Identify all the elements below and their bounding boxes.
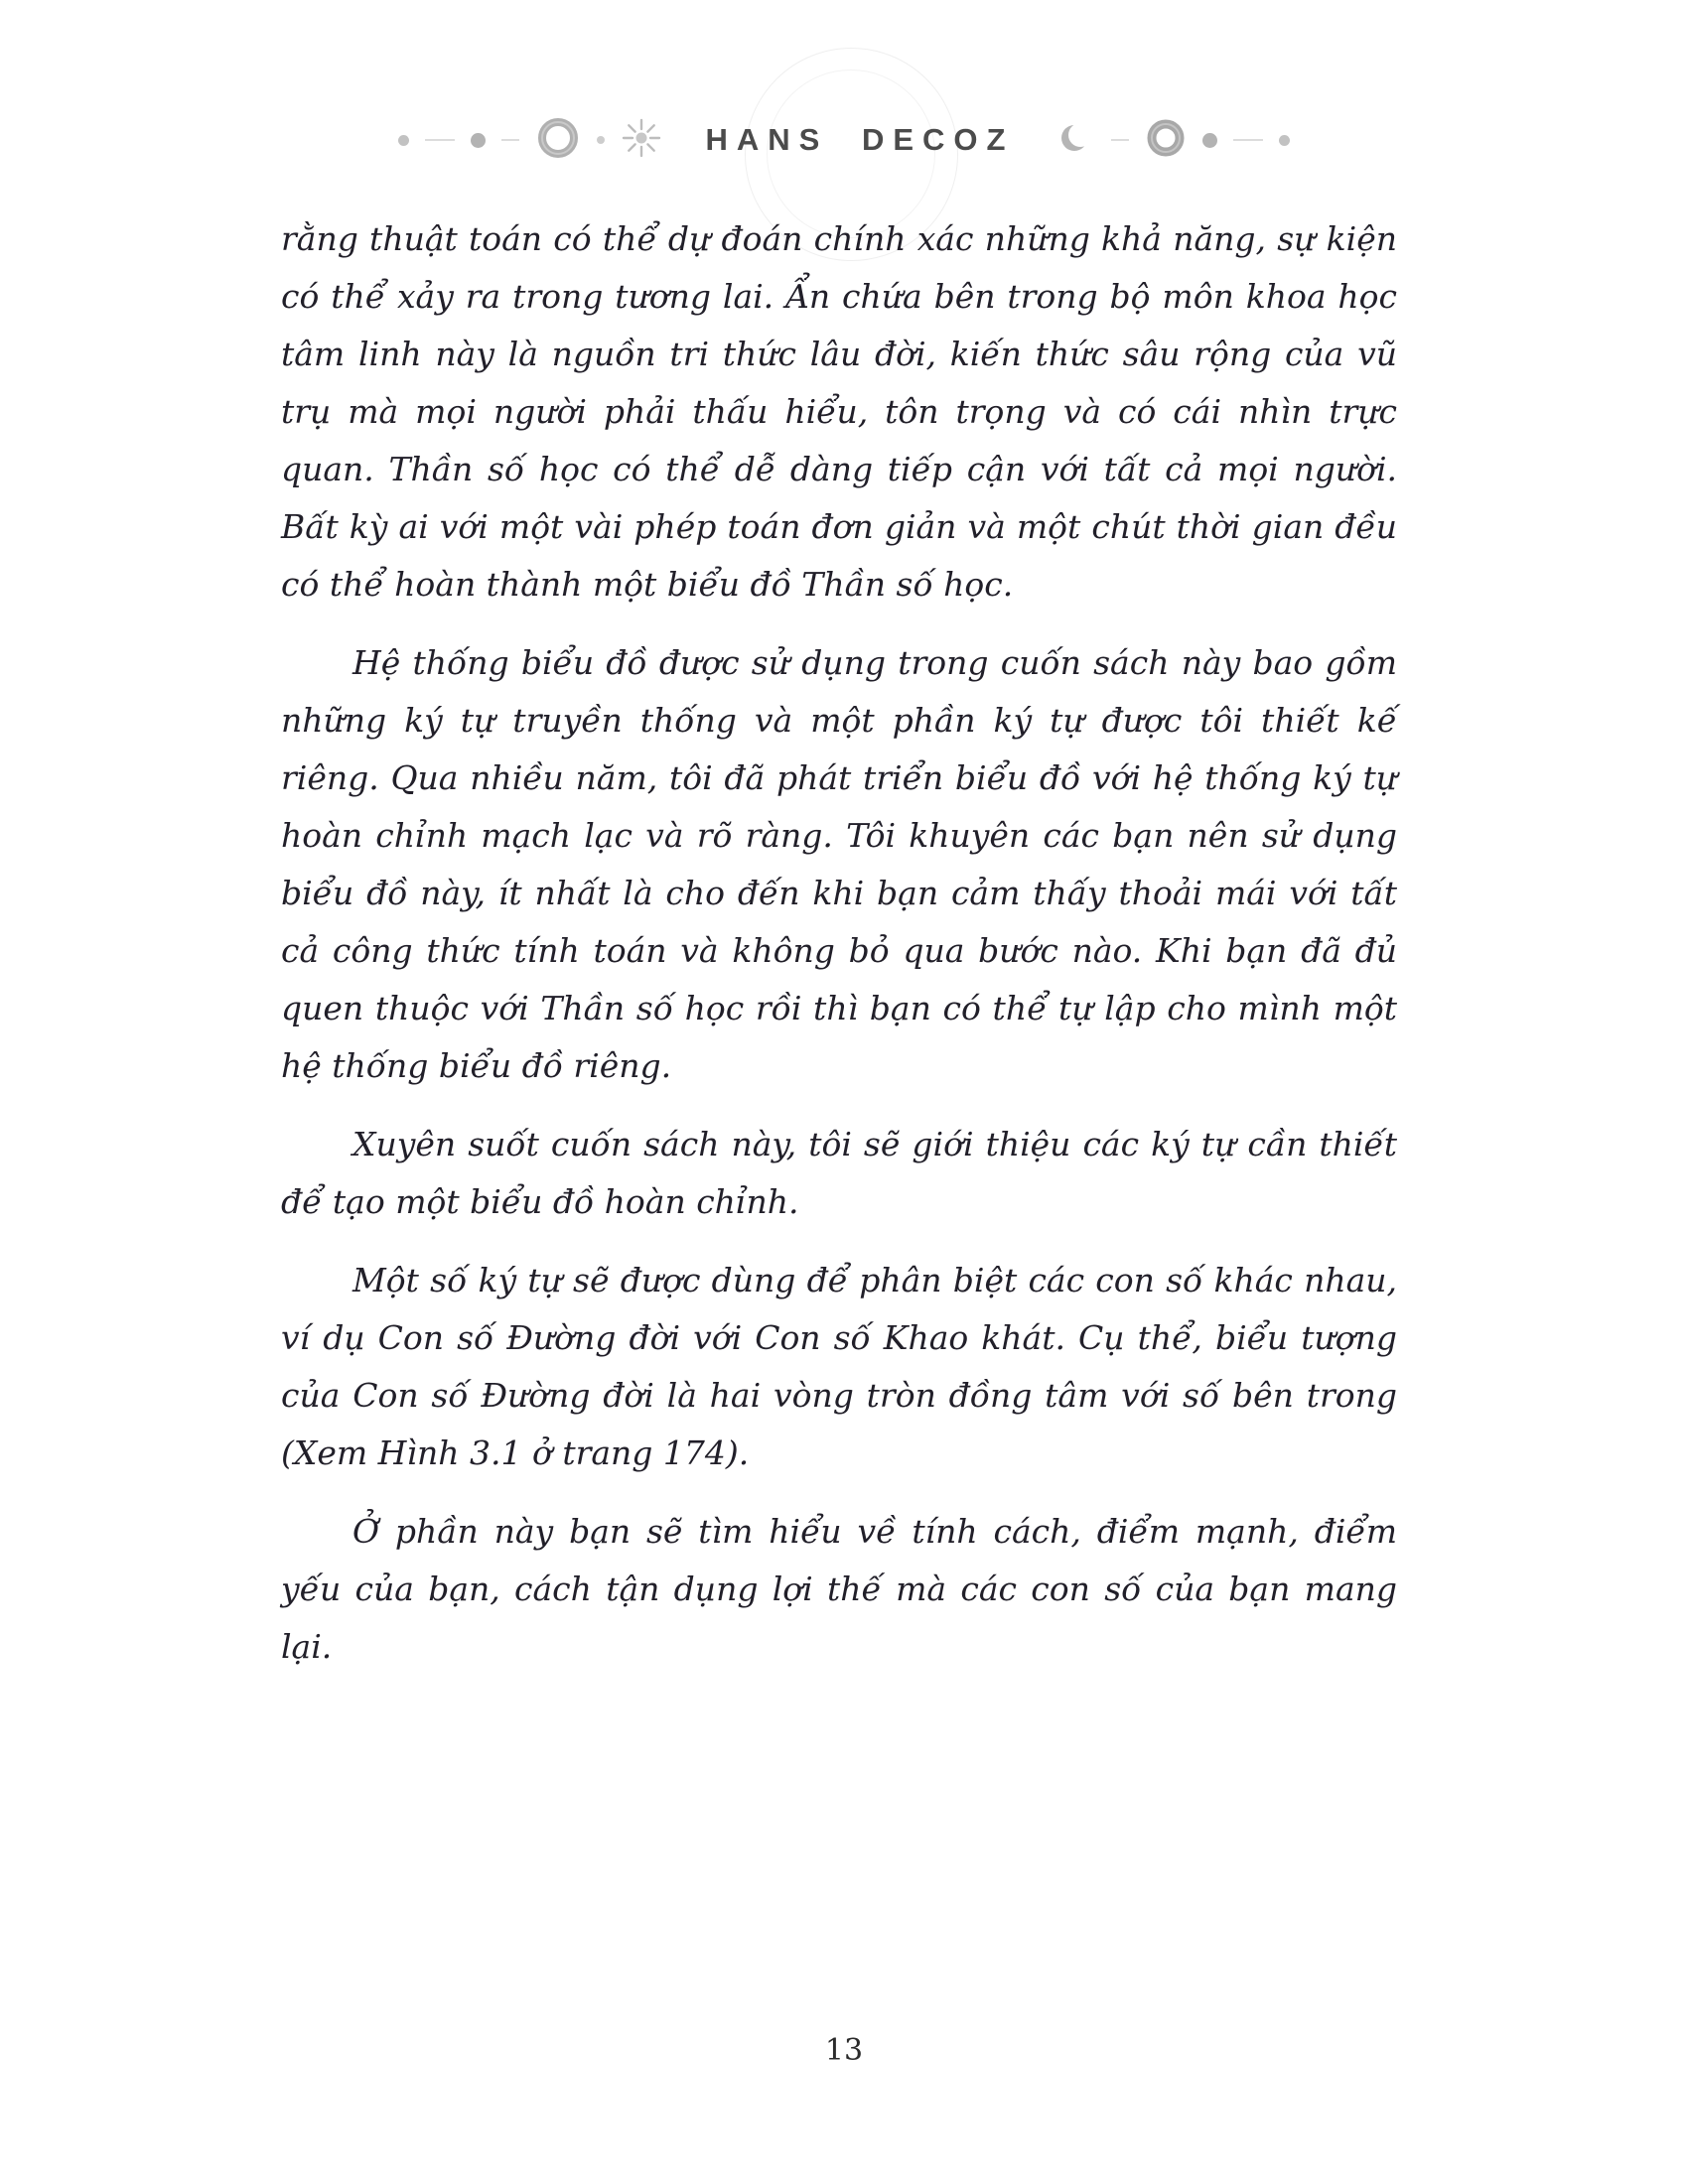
author-name: HANS DECOZ	[705, 122, 1015, 157]
dot-icon	[398, 135, 409, 146]
page-header	[0, 115, 1688, 165]
connector-line	[1233, 139, 1263, 141]
page-number: 13	[824, 2033, 864, 2068]
moon-icon	[1057, 119, 1095, 161]
ring-icon	[535, 115, 581, 165]
ring-icon	[1145, 117, 1187, 163]
sun-icon	[621, 117, 662, 163]
page-footer	[0, 2033, 1688, 2068]
paragraph: Ở phần này bạn sẽ tìm hiểu về tính cách, điểm mạnh, điểm yếu của bạn, cách tận dụng lợi thế mà các con số của bạn mang lại.	[281, 1512, 1397, 1666]
dot-icon	[597, 136, 605, 144]
dot-icon	[1279, 135, 1290, 146]
dot-icon	[471, 133, 486, 148]
dot-icon	[1202, 133, 1217, 148]
paragraph: Xuyên suốt cuốn sách này, tôi sẽ giới thiệu các ký tự cần thiết để tạo một biểu đồ hoàn chỉnh.	[281, 1125, 1397, 1221]
page-body	[281, 210, 1397, 1697]
connector-line	[425, 139, 455, 141]
paragraph: Một số ký tự sẽ được dùng để phân biệt các con số khác nhau, ví dụ Con số Đường đời với Con số Khao khát. Cụ thể, biểu tượng của Con số Đường đời là hai vòng tròn đồng tâm với số bên trong (Xem Hình 3.1 ở trang 174).	[281, 1261, 1397, 1472]
paragraph: Hệ thống biểu đồ được sử dụng trong cuốn sách này bao gồm những ký tự truyền thống và một phần ký tự được tôi thiết kế riêng. Qua nhiều năm, tôi đã phát triển biểu đồ với hệ thống ký tự hoàn chỉnh mạch lạc và rõ ràng. Tôi khuyên các bạn nên sử dụng biểu đồ này, ít nhất là cho đến khi bạn cảm thấy thoải mái với tất cả công thức tính toán và không bỏ qua bước nào. Khi bạn đã đủ quen thuộc với Thần số học rồi thì bạn có thể tự lập cho mình một hệ thống biểu đồ riêng.	[281, 643, 1397, 1085]
paragraph: rằng thuật toán có thể dự đoán chính xác những khả năng, sự kiện có thể xảy ra trong tương lai. Ẩn chứa bên trong bộ môn khoa học tâm linh này là nguồn tri thức lâu đời, kiến thức sâu rộng của vũ trụ mà mọi người phải thấu hiểu, tôn trọng và có cái nhìn trực quan. Thần số học có thể dễ dàng tiếp cận với tất cả mọi người. Bất kỳ ai với một vài phép toán đơn giản và một chút thời gian đều có thể hoàn thành một biểu đồ Thần số học.	[281, 219, 1397, 604]
connector-line	[501, 139, 519, 141]
connector-line	[1111, 139, 1129, 141]
